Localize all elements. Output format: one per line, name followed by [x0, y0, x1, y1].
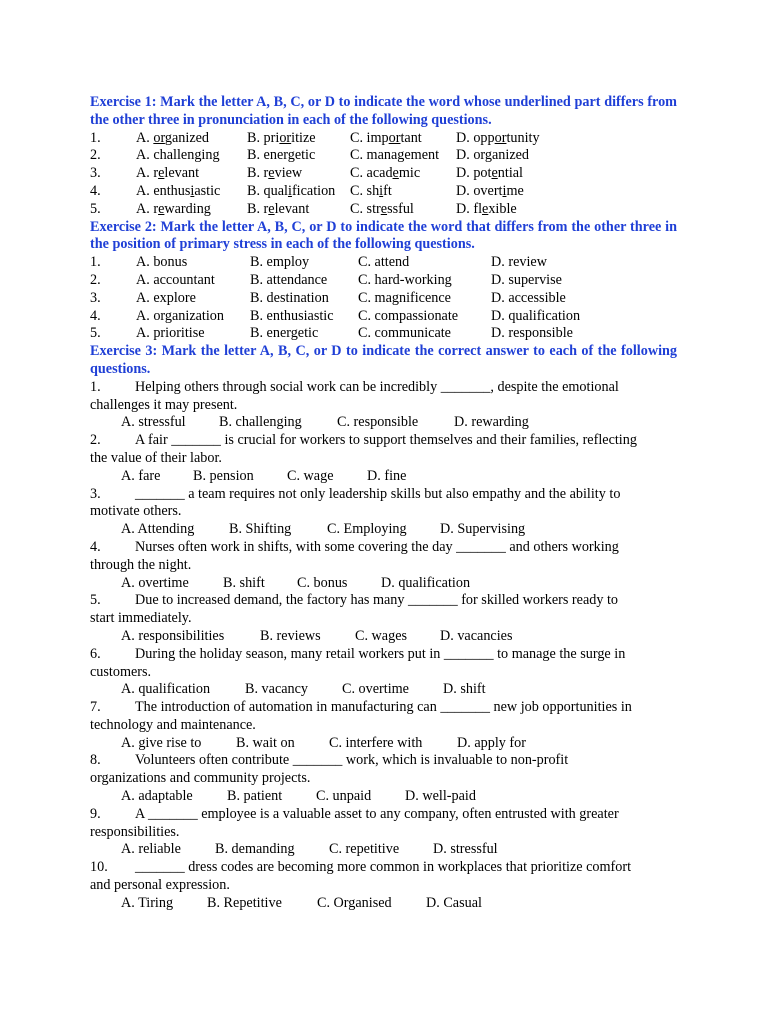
answer-option: [247, 183, 335, 201]
exercise-2-row: [90, 290, 677, 308]
answer-option: B. vacancy: [245, 681, 309, 698]
option-prefix: C. sh: [350, 182, 380, 199]
answer-option: C. attend: [358, 254, 410, 271]
answer-option: D. fine: [367, 467, 407, 484]
question: [90, 432, 677, 485]
option-suffix: levant: [274, 200, 310, 217]
option-suffix: itize: [291, 129, 316, 146]
answer-option: D. vacancies: [440, 627, 513, 644]
answer-option: A. give rise to: [121, 734, 202, 751]
exercise-2-title: Exercise 2: Mark the letter A, B, C, or D to indicate the word that differs from the other three in the position of primary stress in each of the following questions.: [90, 218, 677, 253]
answer-option: C. overtime: [342, 681, 409, 698]
answer-options: [90, 628, 677, 646]
option-prefix: D. fl: [456, 200, 483, 217]
answer-option: A. Tiring: [121, 894, 174, 911]
underlined-part: e: [268, 165, 275, 182]
option-prefix: A. r: [136, 165, 159, 182]
answer-option: C. hard-working: [358, 271, 452, 288]
question-continuation: through the night.: [90, 556, 192, 573]
underlined-part: g: [484, 147, 492, 164]
question-continuation: the value of their labor.: [90, 449, 222, 466]
answer-option: D. Supervising: [440, 521, 526, 538]
answer-option: A. fare: [121, 467, 161, 484]
option-suffix: etic: [294, 147, 316, 164]
underlined-part: g: [397, 147, 405, 164]
exercise-1-title: Exercise 1: Mark the letter A, B, C, or D to indicate the word whose underlined part differs from the other three in pronunciation in each of the following questions.: [90, 94, 677, 128]
question-text: A fair _______ is crucial for workers to support themselves and their families, reflecting: [135, 432, 637, 449]
answer-option: C. Employing: [327, 521, 407, 538]
answer-options: [90, 841, 677, 859]
answer-option: [456, 165, 523, 183]
question-number: 4.: [90, 538, 101, 555]
question-continuation: and personal expression.: [90, 877, 230, 894]
question-number: 3.: [90, 165, 101, 182]
answer-option: [136, 165, 199, 183]
answer-option: C. interfere with: [329, 734, 423, 751]
question: [90, 646, 677, 699]
answer-option: C. magnificence: [358, 289, 451, 306]
option-prefix: D. or: [456, 147, 485, 164]
question-number: 4.: [90, 307, 101, 324]
question-line: [90, 859, 677, 877]
answer-option: D. shift: [443, 681, 486, 698]
question-line: [90, 646, 677, 664]
answer-option: B. Shifting: [229, 521, 292, 538]
question-text: The introduction of automation in manufacturing can _______ new job opportunities in: [135, 699, 632, 716]
question-continuation: responsibilities.: [90, 823, 180, 840]
option-suffix: mic: [398, 165, 421, 182]
question-number: 3.: [90, 289, 101, 306]
question-line: [90, 379, 677, 397]
question-number: 7.: [90, 699, 101, 716]
answer-option: [136, 147, 220, 165]
question: [90, 806, 677, 859]
option-prefix: B. r: [247, 200, 269, 217]
underlined-part: or: [388, 129, 401, 146]
answer-option: C. Organised: [317, 894, 392, 911]
exercise-1-row: [90, 165, 677, 183]
underlined-part: i: [190, 182, 195, 199]
question-number: 9.: [90, 805, 101, 822]
answer-option: B. employ: [250, 254, 310, 271]
question-line: [90, 699, 677, 717]
question-text: _______ dress codes are becoming more common in workplaces that prioritize comfort: [135, 859, 632, 876]
exercise-2-row: [90, 254, 677, 272]
answer-option: C. bonus: [297, 574, 348, 591]
exercise-2-row: [90, 272, 677, 290]
question-line: [90, 592, 677, 610]
option-suffix: ement: [404, 147, 440, 164]
option-prefix: A. challen: [136, 147, 195, 164]
option-suffix: tant: [400, 129, 422, 146]
answer-option: D. qualification: [491, 307, 581, 324]
answer-option: [136, 201, 211, 219]
question-continuation: technology and maintenance.: [90, 716, 256, 733]
answer-option: B. reviews: [260, 627, 321, 644]
question-number: 2.: [90, 147, 101, 164]
option-suffix: anized: [492, 147, 530, 164]
exercise-1-row: [90, 130, 677, 148]
question: [90, 486, 677, 539]
answer-options: [90, 895, 677, 913]
question-continuation: challenges it may present.: [90, 396, 238, 413]
answer-option: D. supervise: [491, 271, 562, 288]
exercise-2-row: [90, 308, 677, 326]
answer-option: A. explore: [136, 289, 196, 306]
exercise-1-row: [90, 183, 677, 201]
answer-options: [90, 468, 677, 486]
option-prefix: A.: [136, 129, 154, 146]
question-continuation: organizations and community projects.: [90, 770, 311, 787]
underlined-part: g: [194, 147, 202, 164]
answer-option: C. wage: [287, 467, 334, 484]
underlined-part: e: [268, 200, 275, 217]
answer-option: D. review: [491, 254, 547, 271]
answer-option: [456, 130, 540, 148]
question: [90, 699, 677, 752]
answer-option: [350, 165, 420, 183]
answer-option: C. unpaid: [316, 788, 372, 805]
answer-option: B. destination: [250, 289, 329, 306]
answer-option: [456, 183, 524, 201]
question: [90, 592, 677, 645]
answer-option: B. energetic: [250, 325, 319, 342]
answer-option: A. bonus: [136, 254, 188, 271]
answer-option: [136, 183, 220, 201]
question-number: 2.: [90, 271, 101, 288]
answer-option: B. demanding: [215, 841, 295, 858]
question-continuation: start immediately.: [90, 610, 192, 627]
answer-option: A. accountant: [136, 271, 215, 288]
underlined-part: e: [158, 200, 165, 217]
question-text: A _______ employee is a valuable asset to any company, often entrusted with greater: [135, 805, 619, 822]
question-number: 4.: [90, 182, 101, 199]
question-line: [90, 752, 677, 770]
underlined-part: or: [494, 129, 507, 146]
exercise-1-row: [90, 201, 677, 219]
answer-options: [90, 735, 677, 753]
question-text: Volunteers often contribute _______ work, which is invaluable to non-profit: [135, 752, 569, 769]
question-number: 1.: [90, 254, 101, 271]
answer-option: D. Casual: [426, 894, 482, 911]
option-prefix: B. pri: [247, 129, 280, 146]
option-prefix: D. pot: [456, 165, 492, 182]
answer-options: [90, 575, 677, 593]
option-suffix: ssful: [387, 200, 414, 217]
exercise-1-list: [90, 130, 677, 219]
underlined-part: i: [379, 182, 384, 199]
answer-option: D. apply for: [457, 734, 526, 751]
question-number: 5.: [90, 200, 101, 217]
exercise-3-title: Exercise 3: Mark the letter A, B, C, or D to indicate the correct answer to each of the following questions.: [90, 343, 677, 377]
option-prefix: C. acad: [350, 165, 393, 182]
answer-option: [456, 201, 517, 219]
question-number: 5.: [90, 325, 101, 342]
answer-option: B. enthusiastic: [250, 307, 334, 324]
underlined-part: i: [502, 182, 507, 199]
question-text: Nurses often work in shifts, with some covering the day _______ and others working: [135, 538, 619, 555]
option-prefix: C. mana: [350, 147, 398, 164]
answer-option: B. challenging: [219, 414, 302, 431]
answer-option: [247, 201, 309, 219]
question-text: Helping others through social work can be incredibly _______, despite the emotional: [135, 378, 619, 395]
answer-option: A. stressful: [121, 414, 186, 431]
answer-option: D. accessible: [491, 289, 566, 306]
underlined-part: e: [380, 200, 388, 217]
underlined-part: e: [158, 165, 165, 182]
answer-option: A. responsibilities: [121, 627, 225, 644]
answer-option: A. adaptable: [121, 788, 193, 805]
answer-option: D. responsible: [491, 325, 573, 342]
option-suffix: levant: [164, 165, 200, 182]
question-number: 3.: [90, 485, 101, 502]
answer-option: C. repetitive: [329, 841, 400, 858]
option-prefix: D. opp: [456, 129, 495, 146]
underlined-part: or: [279, 129, 292, 146]
question-number: 6.: [90, 645, 101, 662]
answer-option: D. well-paid: [405, 788, 476, 805]
answer-option: [136, 130, 209, 148]
option-prefix: B. qual: [247, 182, 288, 199]
answer-option: D. stressful: [433, 841, 498, 858]
question-text: _______ a team requires not only leadership skills but also empathy and the ability to: [135, 485, 621, 502]
answer-option: [350, 147, 439, 165]
exercise-3-list: [90, 379, 677, 913]
option-suffix: view: [274, 165, 303, 182]
exercise-1-row: [90, 147, 677, 165]
option-prefix: D. overt: [456, 182, 503, 199]
answer-option: B. attendance: [250, 271, 328, 288]
question-line: [90, 432, 677, 450]
option-prefix: B. r: [247, 165, 269, 182]
question: [90, 752, 677, 805]
answer-option: A. prioritise: [136, 325, 205, 342]
underlined-part: g: [287, 147, 295, 164]
underlined-part: e: [491, 165, 498, 182]
question-line: [90, 486, 677, 504]
answer-option: [456, 147, 529, 165]
answer-option: [350, 130, 422, 148]
answer-option: A. overtime: [121, 574, 189, 591]
option-suffix: astic: [194, 182, 221, 199]
option-suffix: ft: [383, 182, 392, 199]
answer-option: C. communicate: [358, 325, 451, 342]
question-continuation: customers.: [90, 663, 152, 680]
option-suffix: ntial: [497, 165, 523, 182]
answer-option: A. reliable: [121, 841, 181, 858]
answer-option: B. wait on: [236, 734, 295, 751]
question-line: [90, 806, 677, 824]
exercise-2-row: [90, 325, 677, 343]
option-prefix: A. r: [136, 200, 159, 217]
question: [90, 379, 677, 432]
question-number: 8.: [90, 752, 101, 769]
option-suffix: me: [506, 182, 524, 199]
answer-option: B. patient: [227, 788, 283, 805]
answer-option: [247, 130, 316, 148]
question-text: During the holiday season, many retail workers put in _______ to manage the surge in: [135, 645, 626, 662]
answer-option: [247, 165, 302, 183]
answer-option: [247, 147, 315, 165]
answer-option: B. pension: [193, 467, 254, 484]
answer-option: B. shift: [223, 574, 265, 591]
question-number: 2.: [90, 432, 101, 449]
answer-option: [350, 201, 414, 219]
option-suffix: xible: [488, 200, 517, 217]
answer-options: [90, 788, 677, 806]
answer-option: A. Attending: [121, 521, 195, 538]
option-suffix: warding: [164, 200, 211, 217]
answer-option: [350, 183, 392, 201]
option-suffix: ing: [201, 147, 220, 164]
question-number: 1.: [90, 129, 101, 146]
answer-option: A. qualification: [121, 681, 211, 698]
option-suffix: ganized: [164, 129, 210, 146]
answer-option: B. Repetitive: [207, 894, 282, 911]
option-prefix: C. str: [350, 200, 381, 217]
underlined-part: e: [482, 200, 489, 217]
question-text: Due to increased demand, the factory has many _______ for skilled workers ready to: [135, 592, 619, 609]
question: [90, 539, 677, 592]
answer-option: C. compassionate: [358, 307, 459, 324]
underlined-part: i: [287, 182, 292, 199]
question-number: 10.: [90, 859, 108, 876]
worksheet: [90, 94, 677, 913]
question-continuation: motivate others.: [90, 503, 182, 520]
option-prefix: C. imp: [350, 129, 389, 146]
answer-option: C. responsible: [337, 414, 419, 431]
question-line: [90, 539, 677, 557]
exercise-2-list: [90, 254, 677, 343]
option-suffix: fication: [291, 182, 336, 199]
answer-options: [90, 414, 677, 432]
option-suffix: tunity: [506, 129, 540, 146]
answer-options: [90, 681, 677, 699]
question-number: 5.: [90, 592, 101, 609]
answer-option: A. organization: [136, 307, 224, 324]
answer-option: D. qualification: [381, 574, 471, 591]
question: [90, 859, 677, 912]
option-prefix: A. enthus: [136, 182, 191, 199]
answer-option: C. wages: [355, 627, 408, 644]
underlined-part: e: [392, 165, 399, 182]
answer-options: [90, 521, 677, 539]
question-number: 1.: [90, 378, 101, 395]
answer-option: D. rewarding: [454, 414, 529, 431]
underlined-part: or: [153, 129, 165, 146]
option-prefix: B. ener: [247, 147, 288, 164]
